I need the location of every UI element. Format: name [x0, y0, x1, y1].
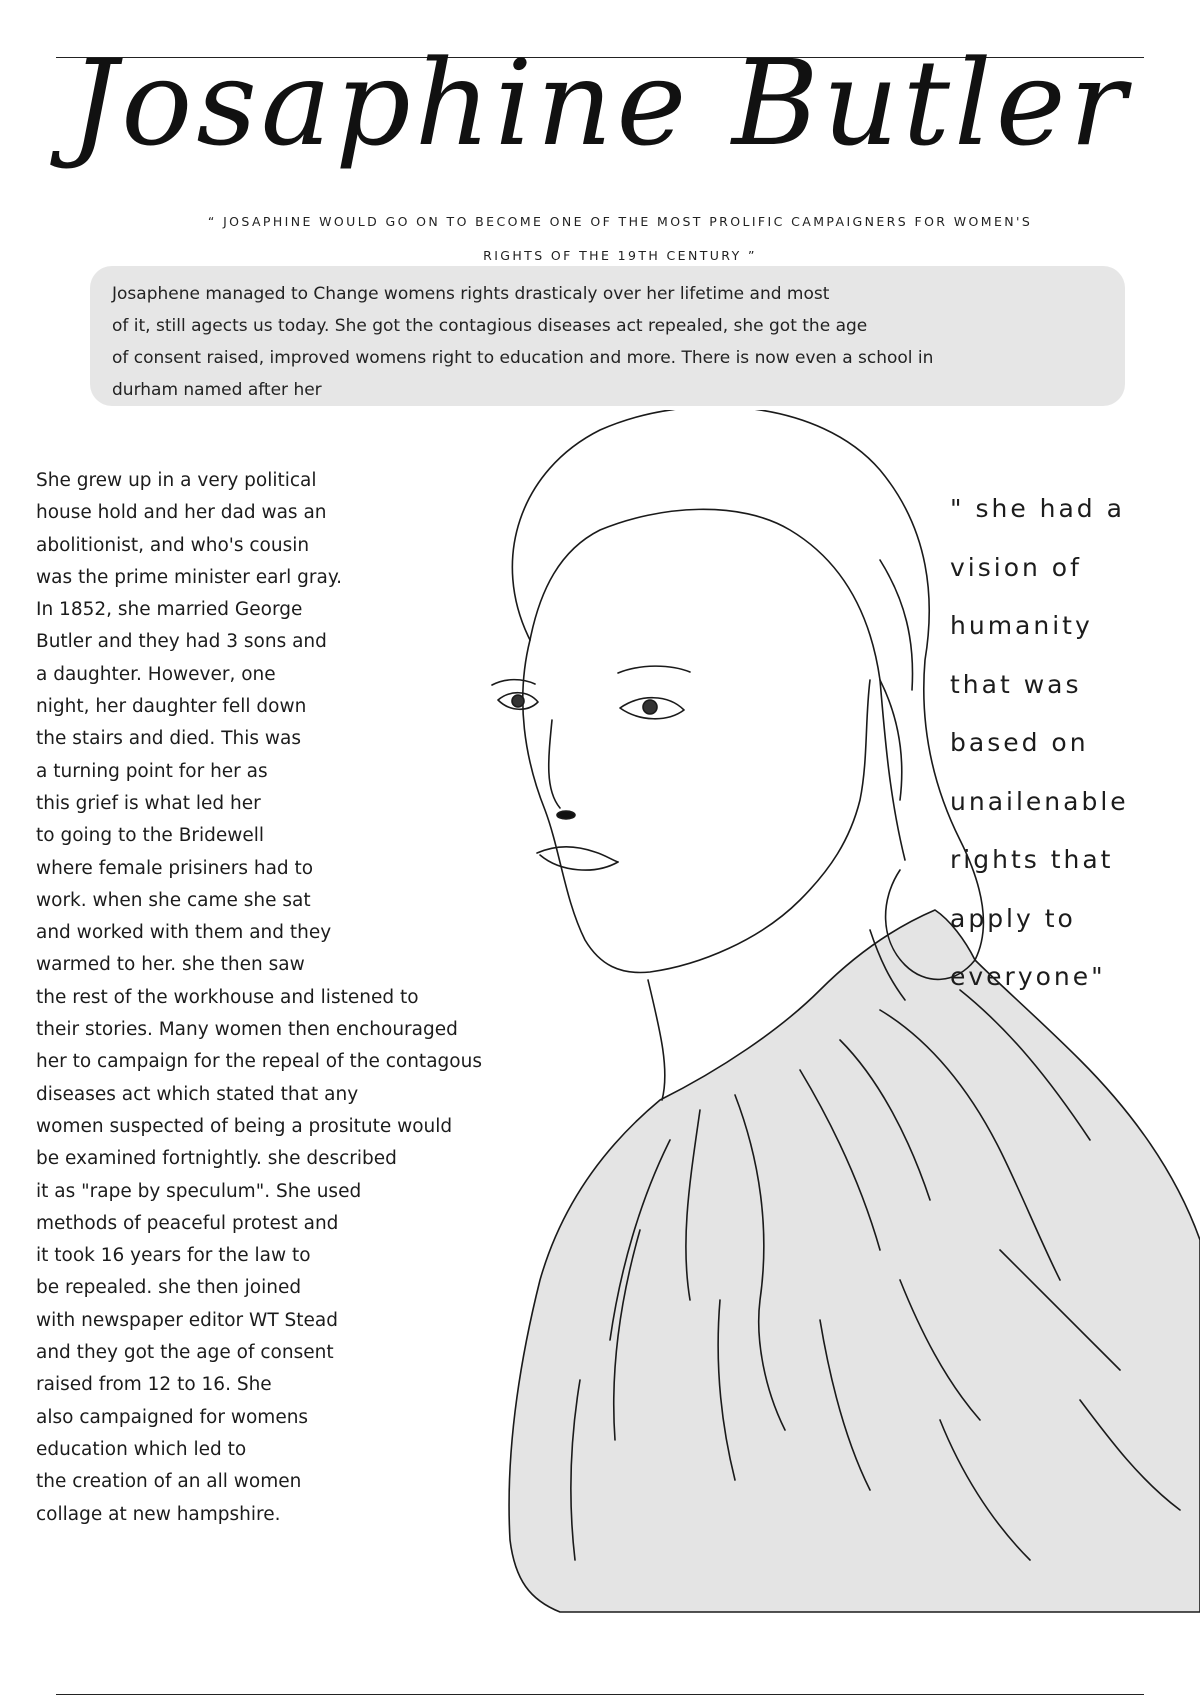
biography-line: and they got the age of consent [36, 1342, 334, 1364]
quote-line: humanity [950, 611, 1093, 640]
biography-line: diseases act which stated that any [36, 1083, 359, 1105]
biography-line: also campaigned for womens [36, 1406, 309, 1428]
tagline-line: RIGHTS OF THE 19TH CENTURY ” [483, 248, 757, 263]
quote-line: unailenable [950, 786, 1129, 816]
bottom-rule [56, 1694, 1144, 1695]
tagline-quote [110, 205, 1130, 273]
biography-line: warmed to her. she then saw [36, 954, 305, 976]
biography-line: it took 16 years for the law to [36, 1245, 311, 1267]
quote-line: that was [950, 669, 1082, 699]
biography-line: the rest of the workhouse and listened to [36, 986, 419, 1008]
side-quote [950, 480, 1200, 1007]
biography-line: and worked with them and they [36, 922, 332, 944]
summary-line: of it, still agects us today. She got the contagious diseases act repealed, she got the age [112, 316, 868, 336]
biography-line: a daughter. However, one [36, 663, 276, 685]
biography-line: be repealed. she then joined [36, 1277, 302, 1299]
biography-line: night, her daughter fell down [36, 696, 307, 718]
biography-line: their stories. Many women then enchouraged [36, 1019, 458, 1041]
biography-line: collage at new hampshire. [36, 1503, 281, 1525]
biography-line: her to campaign for the repeal of the contagous [36, 1051, 482, 1073]
biography-line: the creation of an all women [36, 1471, 302, 1493]
biography-line: work. when she came she sat [36, 889, 311, 911]
biography-line: the stairs and died. This was [36, 728, 301, 750]
biography-line: In 1852, she married George [36, 599, 303, 621]
biography-line: was the prime minister earl gray. [36, 566, 343, 588]
summary-line: Josaphene managed to Change womens rights drasticaly over her lifetime and most [112, 284, 830, 304]
summary-line: of consent raised, improved womens right to education and more. There is now even a school in [112, 348, 934, 368]
summary-box [90, 266, 1125, 406]
quote-line: " she had a [950, 494, 1125, 523]
quote-line: vision of [950, 552, 1082, 582]
biography-line: where female prisiners had to [36, 857, 314, 879]
tagline-line: “ JOSAPHINE WOULD GO ON TO BECOME ONE OF THE MOST PROLIFIC CAMPAIGNERS FOR WOMEN'S [207, 214, 1033, 229]
quote-line: based on [950, 728, 1089, 757]
hair-strand [880, 560, 913, 690]
quote-line: apply to [950, 903, 1076, 933]
biography-line: be examined fortnightly. she described [36, 1148, 397, 1170]
biography-line: raised from 12 to 16. She [36, 1374, 272, 1396]
biography-line: house hold and her dad was an [36, 502, 327, 524]
biography-line: with newspaper editor WT Stead [36, 1309, 338, 1331]
biography-line: this grief is what led her [36, 792, 261, 814]
biography-line: to going to the Bridewell [36, 825, 265, 847]
biography-line: it as "rape by speculum". She used [36, 1180, 362, 1202]
quote-line: rights that [950, 845, 1114, 874]
biography-line: methods of peaceful protest and [36, 1212, 339, 1234]
biography-line: education which led to [36, 1438, 247, 1460]
biography-line: Butler and they had 3 sons and [36, 631, 327, 653]
biography-line: She grew up in a very political [36, 470, 317, 491]
quote-line: everyone" [950, 962, 1106, 991]
page-title: Josaphine Butler [70, 34, 1130, 172]
biography-text [36, 465, 676, 1531]
biography-line: a turning point for her as [36, 760, 268, 782]
biography-line: abolitionist, and who's cousin [36, 534, 310, 556]
biography-line: women suspected of being a prositute would [36, 1115, 453, 1137]
summary-line: durham named after her [112, 380, 322, 400]
